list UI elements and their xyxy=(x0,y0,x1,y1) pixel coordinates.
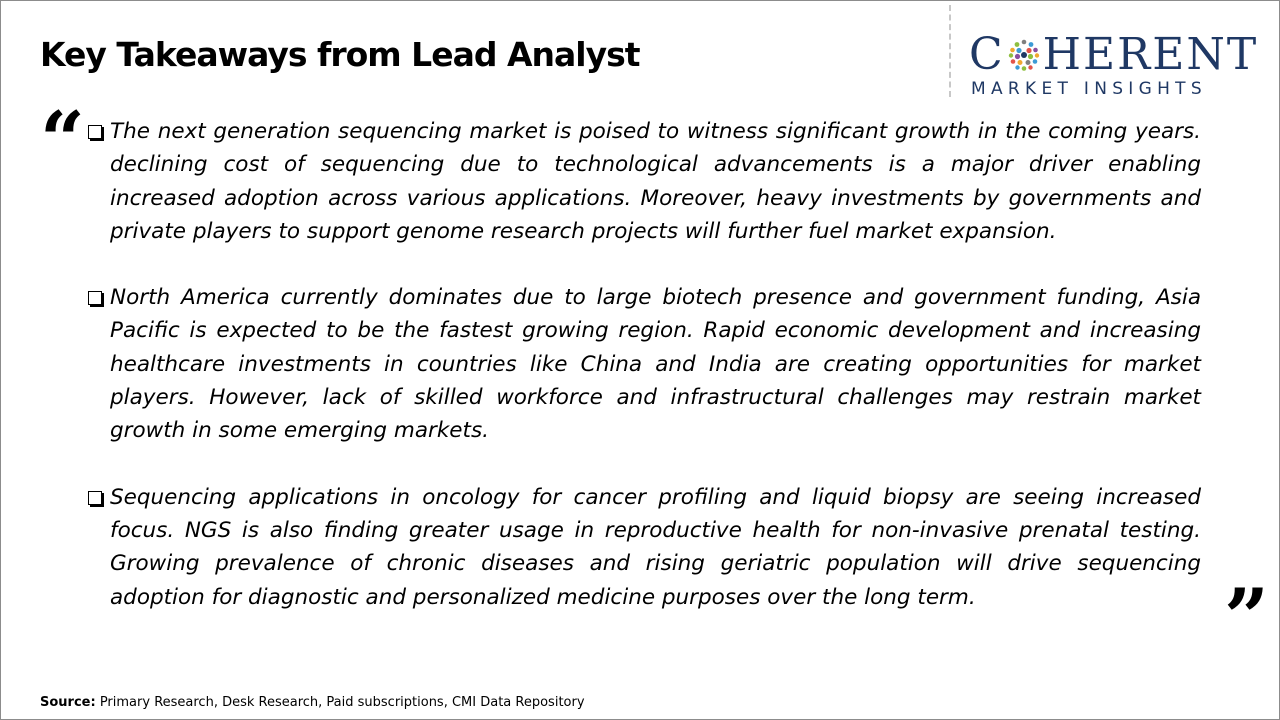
takeaway-item xyxy=(87,115,1201,248)
company-logo xyxy=(969,31,1261,101)
logo-wordmark xyxy=(969,31,1258,79)
source-label: Source: xyxy=(40,695,96,710)
logo-letters-herent: HERENT xyxy=(1042,29,1259,80)
logo-letter-c: C xyxy=(969,29,1005,80)
source-note xyxy=(40,695,585,710)
header-divider xyxy=(949,5,951,97)
globe-dots-icon xyxy=(1007,38,1041,72)
takeaway-item xyxy=(87,281,1201,447)
logo-tagline: MARKET INSIGHTS xyxy=(971,79,1207,99)
page-title: Key Takeaways from Lead Analyst xyxy=(40,35,640,74)
takeaway-item xyxy=(87,481,1201,614)
takeaway-text: Sequencing applications in oncology for cancer profiling and liquid biopsy are seeing increased focus. NGS is also finding greater usage in reproductive health for non-invasive prenatal testing. Growing prevalence of chronic diseases and rising geriatric population will drive sequencing adoption for diagnostic and personalized medicine purposes over the long term. xyxy=(110,484,1201,610)
checkbox-bullet-icon xyxy=(88,125,102,139)
open-quote-icon: “ xyxy=(40,95,85,186)
checkbox-bullet-icon xyxy=(88,291,102,305)
takeaway-text: North America currently dominates due to large biotech presence and government funding, Asia Pacific is expected to be the fastest growing region. Rapid economic development and increasing healthcare investments in countries like China and India are creating opportunities for market players. However, lack of skilled workforce and infrastructural challenges may restrain market growth in some emerging markets. xyxy=(110,285,1201,444)
source-text: Primary Research, Desk Research, Paid subscriptions, CMI Data Repository xyxy=(95,695,585,710)
takeaways-list xyxy=(87,115,1201,647)
close-quote-icon: ” xyxy=(1224,572,1269,663)
takeaway-text: The next generation sequencing market is poised to witness significant growth in the coming years. declining cost of sequencing due to technological advancements is a major driver enabling increased adoption across various applications. Moreover, heavy investments by governments and private players to support genome research projects will further fuel market expansion. xyxy=(110,119,1201,244)
checkbox-bullet-icon xyxy=(88,491,102,505)
